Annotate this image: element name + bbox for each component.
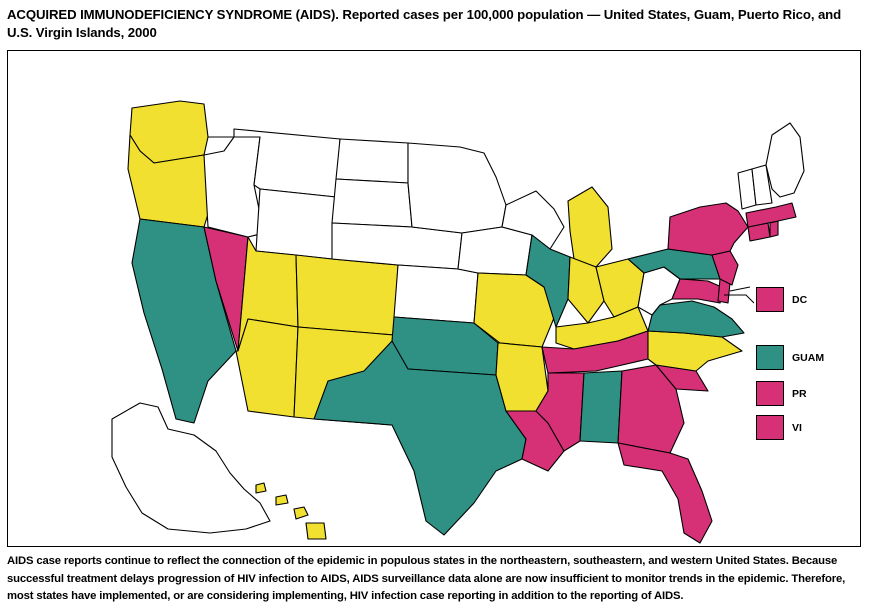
us-choropleth-map: [8, 51, 860, 546]
key-row-guam: [756, 345, 861, 371]
state-new-york: [668, 203, 748, 255]
key-swatch-pr: [756, 381, 784, 406]
state-hawaii-island-1: [256, 483, 266, 493]
state-hawaii-island-4: [306, 523, 326, 539]
state-new-jersey: [712, 251, 738, 285]
state-south-dakota: [332, 179, 412, 227]
key-label-pr: PR: [792, 388, 807, 400]
state-north-dakota: [336, 139, 408, 183]
key-row-dc: [756, 287, 861, 313]
key-label-dc: DC: [792, 294, 808, 306]
state-kansas: [394, 265, 478, 323]
state-minnesota: [408, 143, 506, 233]
key-swatch-dc: [756, 287, 784, 312]
state-idaho: [204, 137, 264, 237]
page-title: ACQUIRED IMMUNODEFICIENCY SYNDROME (AIDS). Reported cases per 100,000 population — United States, Guam, Puerto Rico, and U.S. Virgin Islands, 2000: [7, 7, 842, 40]
state-alabama: [580, 371, 622, 443]
state-arizona: [236, 319, 298, 417]
state-iowa: [458, 227, 532, 275]
key-row-vi: [756, 415, 861, 441]
state-rhode-island: [770, 221, 778, 237]
state-wyoming: [256, 189, 336, 259]
key-swatch-guam: [756, 345, 784, 370]
map-panel: [7, 50, 861, 547]
state-arkansas: [496, 343, 548, 411]
key-row-pr: [756, 381, 861, 407]
state-north-carolina: [648, 331, 742, 371]
state-michigan: [568, 187, 612, 267]
state-maine: [766, 123, 804, 197]
state-hawaii-island-2: [276, 495, 288, 505]
figure-footnote: AIDS case reports continue to reflect the connection of the epidemic in populous states in the northeastern, southeastern, and western United States. Because successful treatment delays progression of HIV infection to AIDS, AIDS surveillance data alone are now insufficient to monitor trends in the epidemic. Therefore, most states have implemented, or are considering implementing, HIV infection case reporting in addition to the reporting of AIDS.: [7, 555, 846, 602]
state-florida: [618, 443, 712, 543]
state-virginia: [648, 301, 744, 337]
state-hawaii-island-3: [294, 507, 308, 519]
state-colorado: [296, 255, 398, 335]
key-label-vi: VI: [792, 422, 802, 434]
key-label-guam: GUAM: [792, 352, 825, 364]
key-swatch-vi: [756, 415, 784, 440]
